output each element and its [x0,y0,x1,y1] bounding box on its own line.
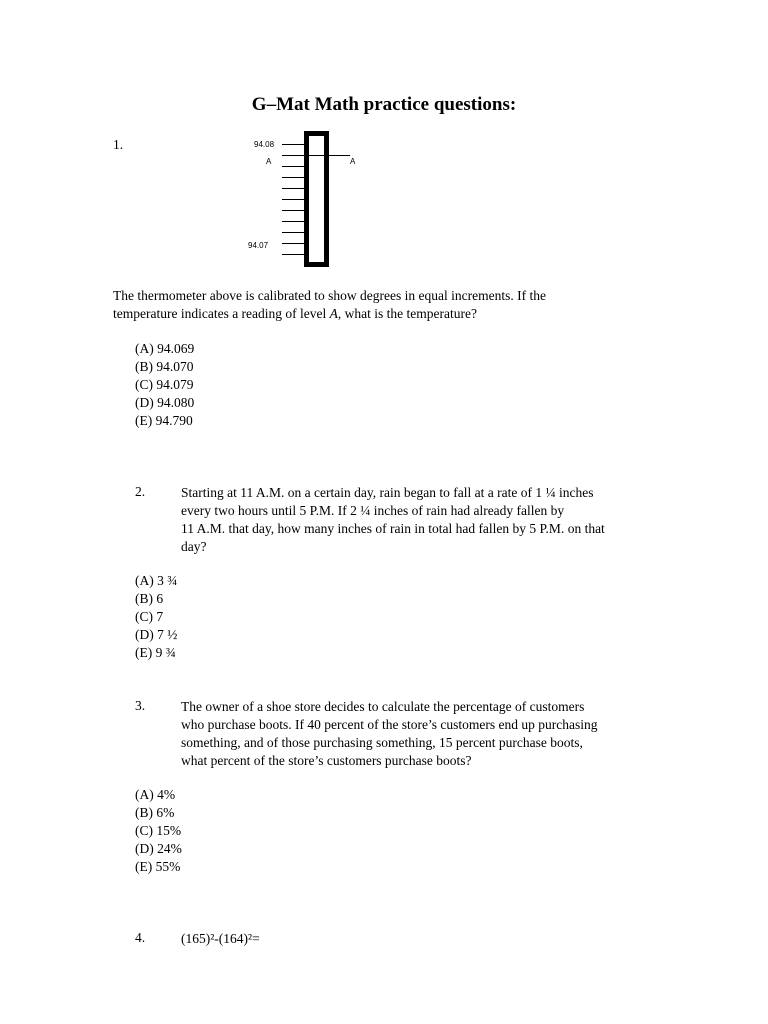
question-2-number: 2. [135,484,146,499]
level-a-label-left: A [266,157,272,166]
question-2-choices [135,572,177,662]
choice-item: (E) 94.790 [135,413,193,428]
question-1-line-2-pre: temperature indicates a reading of level [113,306,330,321]
choice-item: (C) 7 [135,609,164,624]
choice-item: (D) 94.080 [135,395,195,410]
question-2-line-3: 11 A.M. that day, how many inches of rain in total had fallen by 5 P.M. on that [181,521,605,536]
question-2-text [181,484,661,556]
thermometer-bottom-label: 94.07 [248,241,269,250]
choice-item: (B) 94.070 [135,359,194,374]
question-3-choices [135,786,182,876]
question-4-number: 4. [135,930,146,945]
thermometer-tube-inner [309,136,324,262]
choice-item: (B) 6% [135,805,175,820]
question-1-line-1: The thermometer above is calibrated to show degrees in equal increments. If the [113,288,546,303]
choice-item: (A) 3 ¾ [135,573,178,588]
question-3-line-3: something, and of those purchasing something, 15 percent purchase boots, [181,735,583,750]
question-3-line-2: who purchase boots. If 40 percent of the store’s customers end up purchasing [181,717,598,732]
level-a-label-right: A [350,157,356,166]
choice-item: (D) 7 ½ [135,627,178,642]
question-1-number: 1. [113,137,124,152]
question-3-line-1: The owner of a shoe store decides to calculate the percentage of customers [181,699,585,714]
page-title: G–Mat Math practice questions: [251,94,517,115]
thermometer-top-label: 94.08 [254,140,275,149]
choice-item: (E) 55% [135,859,181,874]
choice-item: (A) 4% [135,787,176,802]
question-1-text [113,287,613,323]
thermometer-svg [240,126,380,272]
question-1-variable: A [329,306,338,321]
choice-item: (C) 94.079 [135,377,194,392]
question-3-number: 3. [135,698,146,713]
choice-item: (E) 9 ¾ [135,645,176,660]
question-4-expression: (165)²-(164)²= [181,931,260,946]
choice-item: (A) 94.069 [135,341,195,356]
question-1-line-2-post: , what is the temperature? [337,306,477,321]
question-2-line-2: every two hours until 5 P.M. If 2 ¼ inches of rain had already fallen by [181,503,565,518]
thermometer-figure [240,126,380,272]
choice-item: (D) 24% [135,841,182,856]
question-1-line-2 [113,305,613,323]
choice-item: (C) 15% [135,823,182,838]
question-3-text [181,698,661,770]
choice-item: (B) 6 [135,591,164,606]
question-1-choices [135,340,194,430]
question-3-line-4: what percent of the store’s customers purchase boots? [181,753,472,768]
question-2-line-1: Starting at 11 A.M. on a certain day, rain began to fall at a rate of 1 ¼ inches [181,485,594,500]
question-2-line-4: day? [181,539,207,554]
